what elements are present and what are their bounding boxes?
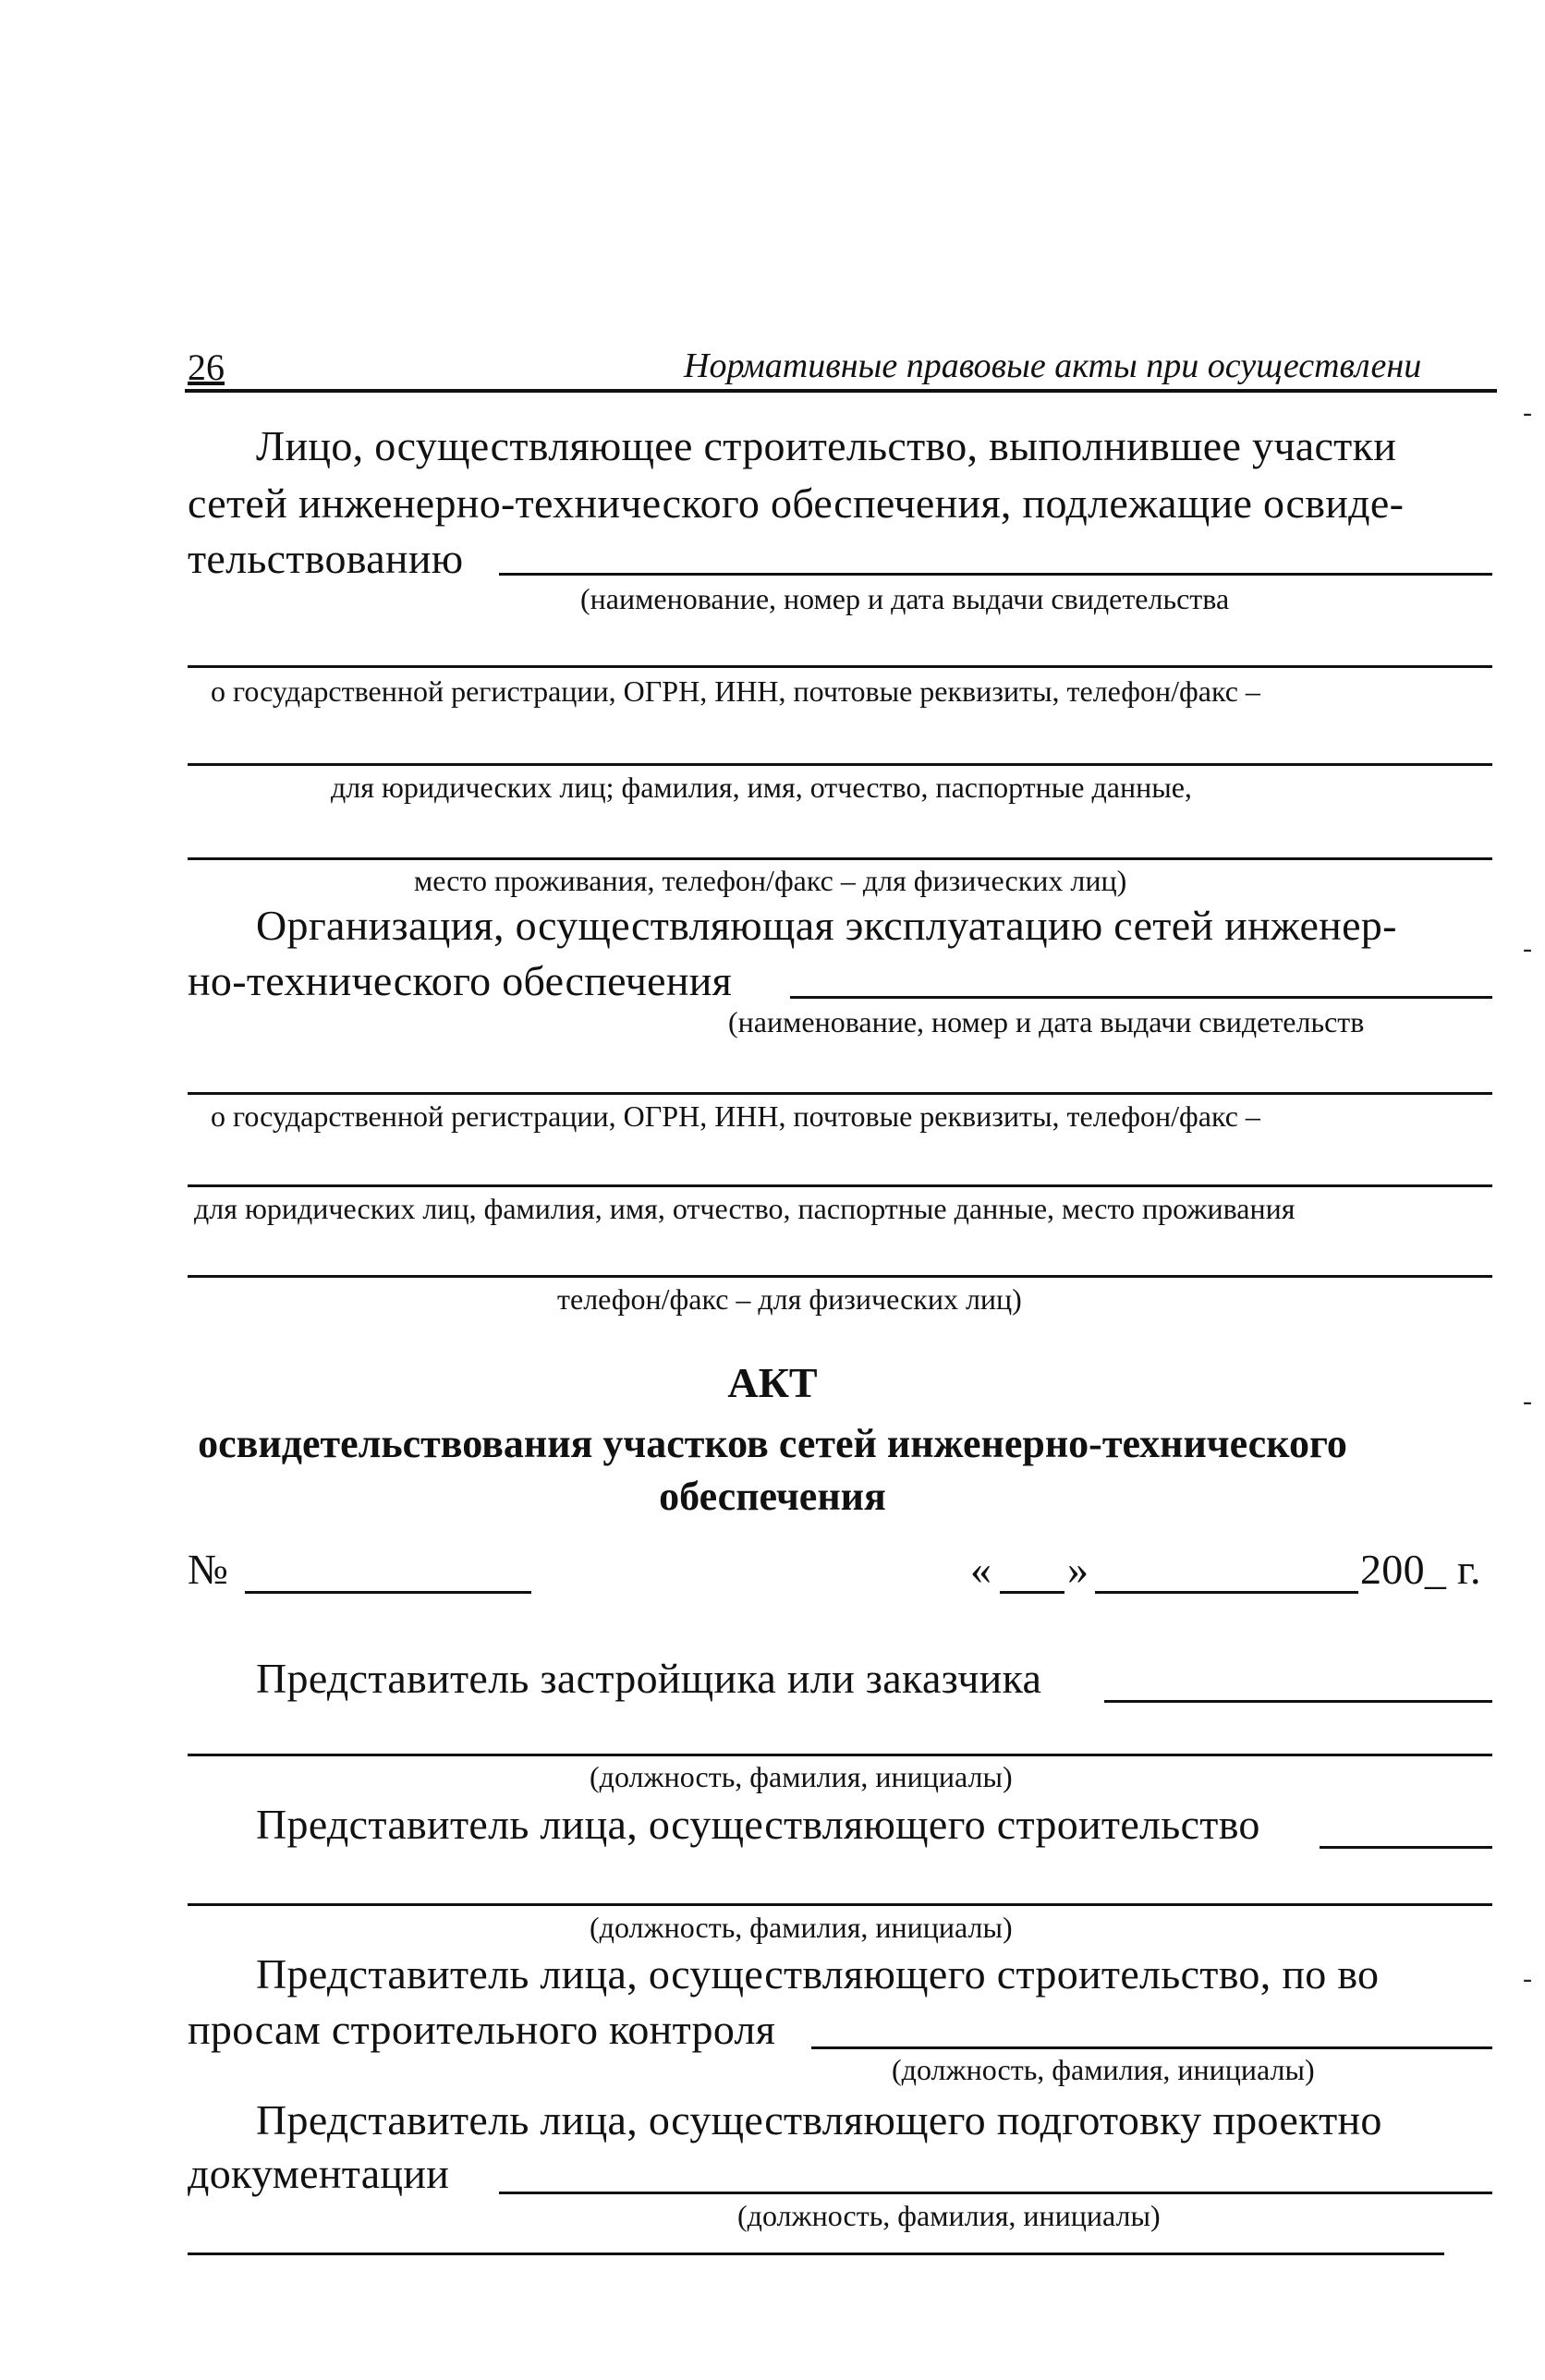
operator-fill-line-2[interactable] xyxy=(188,1092,1492,1095)
operator-line-1: Организация, осуществляющая эксплуатацию сетей инженер- xyxy=(256,902,1397,949)
date-year: 200_ г. xyxy=(1360,1546,1481,1593)
rep-2-fill-line-2[interactable] xyxy=(188,1903,1492,1906)
date-open-quote: « xyxy=(970,1546,992,1593)
builder-fill-line-3[interactable] xyxy=(188,763,1492,766)
act-subtitle-line-1: освидетельствования участков сетей инженерно-технического xyxy=(198,1421,1347,1466)
page-number: 26 xyxy=(188,346,225,388)
rep-1-line-1: Представитель застройщика или заказчика xyxy=(256,1655,1042,1702)
rep-4-note: (должность, фамилия, инициалы) xyxy=(737,2199,1161,2232)
rep-3-line-1: Представитель лица, осуществляющего строительство, по во xyxy=(256,1950,1380,1998)
builder-line-2: сетей инженерно-технического обеспечения, подлежащие освиде- xyxy=(188,480,1405,527)
rep-4-fill-line[interactable] xyxy=(499,2192,1492,2194)
rep-2-note: (должность, фамилия, инициалы) xyxy=(590,1911,1013,1944)
builder-note-3: для юридических лиц; фамилия, имя, отчество, паспортные данные, xyxy=(331,771,1192,804)
number-label: № xyxy=(188,1546,229,1593)
operator-note-3: для юридических лиц, фамилия, имя, отчество, паспортные данные, место проживания xyxy=(194,1192,1296,1225)
margin-mark: - xyxy=(1523,1963,1532,1994)
margin-mark: - xyxy=(1523,1386,1532,1416)
builder-fill-line[interactable] xyxy=(499,573,1492,576)
rep-1-fill-line[interactable] xyxy=(1104,1700,1492,1703)
date-month-field[interactable] xyxy=(1095,1591,1358,1594)
operator-fill-line[interactable] xyxy=(790,996,1492,999)
rep-4-fill-line-2[interactable] xyxy=(188,2252,1444,2255)
operator-note-4: телефон/факс – для физических лиц) xyxy=(557,1282,1022,1316)
margin-mark: - xyxy=(1523,933,1532,964)
rep-3-line-2: просам строительного контроля xyxy=(188,2006,776,2053)
rep-1-fill-line-2[interactable] xyxy=(188,1754,1492,1756)
builder-note-1: (наименование, номер и дата выдачи свидетельства xyxy=(580,582,1230,615)
builder-fill-line-4[interactable] xyxy=(188,857,1492,860)
act-title: АКТ xyxy=(727,1359,818,1406)
rep-4-line-2: документации xyxy=(188,2150,450,2197)
running-title: Нормативные правовые акты при осуществлени xyxy=(684,346,1422,385)
header-rule xyxy=(185,389,1497,393)
builder-line-1: Лицо, осуществляющее строительство, выполнившее участки xyxy=(256,422,1397,469)
builder-note-2: о государственной регистрации, ОГРН, ИНН, почтовые реквизиты, телефон/факс – xyxy=(211,674,1260,708)
rep-2-line-1: Представитель лица, осуществляющего строительство xyxy=(256,1801,1260,1848)
date-close-quote: » xyxy=(1067,1546,1089,1593)
rep-1-note: (должность, фамилия, инициалы) xyxy=(590,1760,1013,1793)
act-subtitle-line-2: обеспечения xyxy=(659,1474,886,1519)
operator-line-2: но-технического обеспечения xyxy=(188,957,733,1004)
rep-3-fill-line[interactable] xyxy=(811,2046,1492,2049)
builder-note-4: место проживания, телефон/факс – для физических лиц) xyxy=(414,864,1127,897)
builder-line-3: тельствованию xyxy=(188,535,464,582)
operator-note-1: (наименование, номер и дата выдачи свидетельств xyxy=(728,1005,1365,1038)
operator-fill-line-4[interactable] xyxy=(188,1275,1492,1278)
rep-4-line-1: Представитель лица, осуществляющего подготовку проектно xyxy=(256,2096,1382,2143)
rep-3-note: (должность, фамилия, инициалы) xyxy=(892,2053,1315,2086)
builder-fill-line-2[interactable] xyxy=(188,665,1492,668)
rep-2-fill-line[interactable] xyxy=(1320,1846,1492,1849)
date-day-field[interactable] xyxy=(1000,1591,1064,1594)
margin-mark: - xyxy=(1523,397,1532,428)
operator-note-2: о государственной регистрации, ОГРН, ИНН, почтовые реквизиты, телефон/факс – xyxy=(211,1099,1260,1133)
operator-fill-line-3[interactable] xyxy=(188,1184,1492,1187)
number-field[interactable] xyxy=(245,1591,531,1594)
